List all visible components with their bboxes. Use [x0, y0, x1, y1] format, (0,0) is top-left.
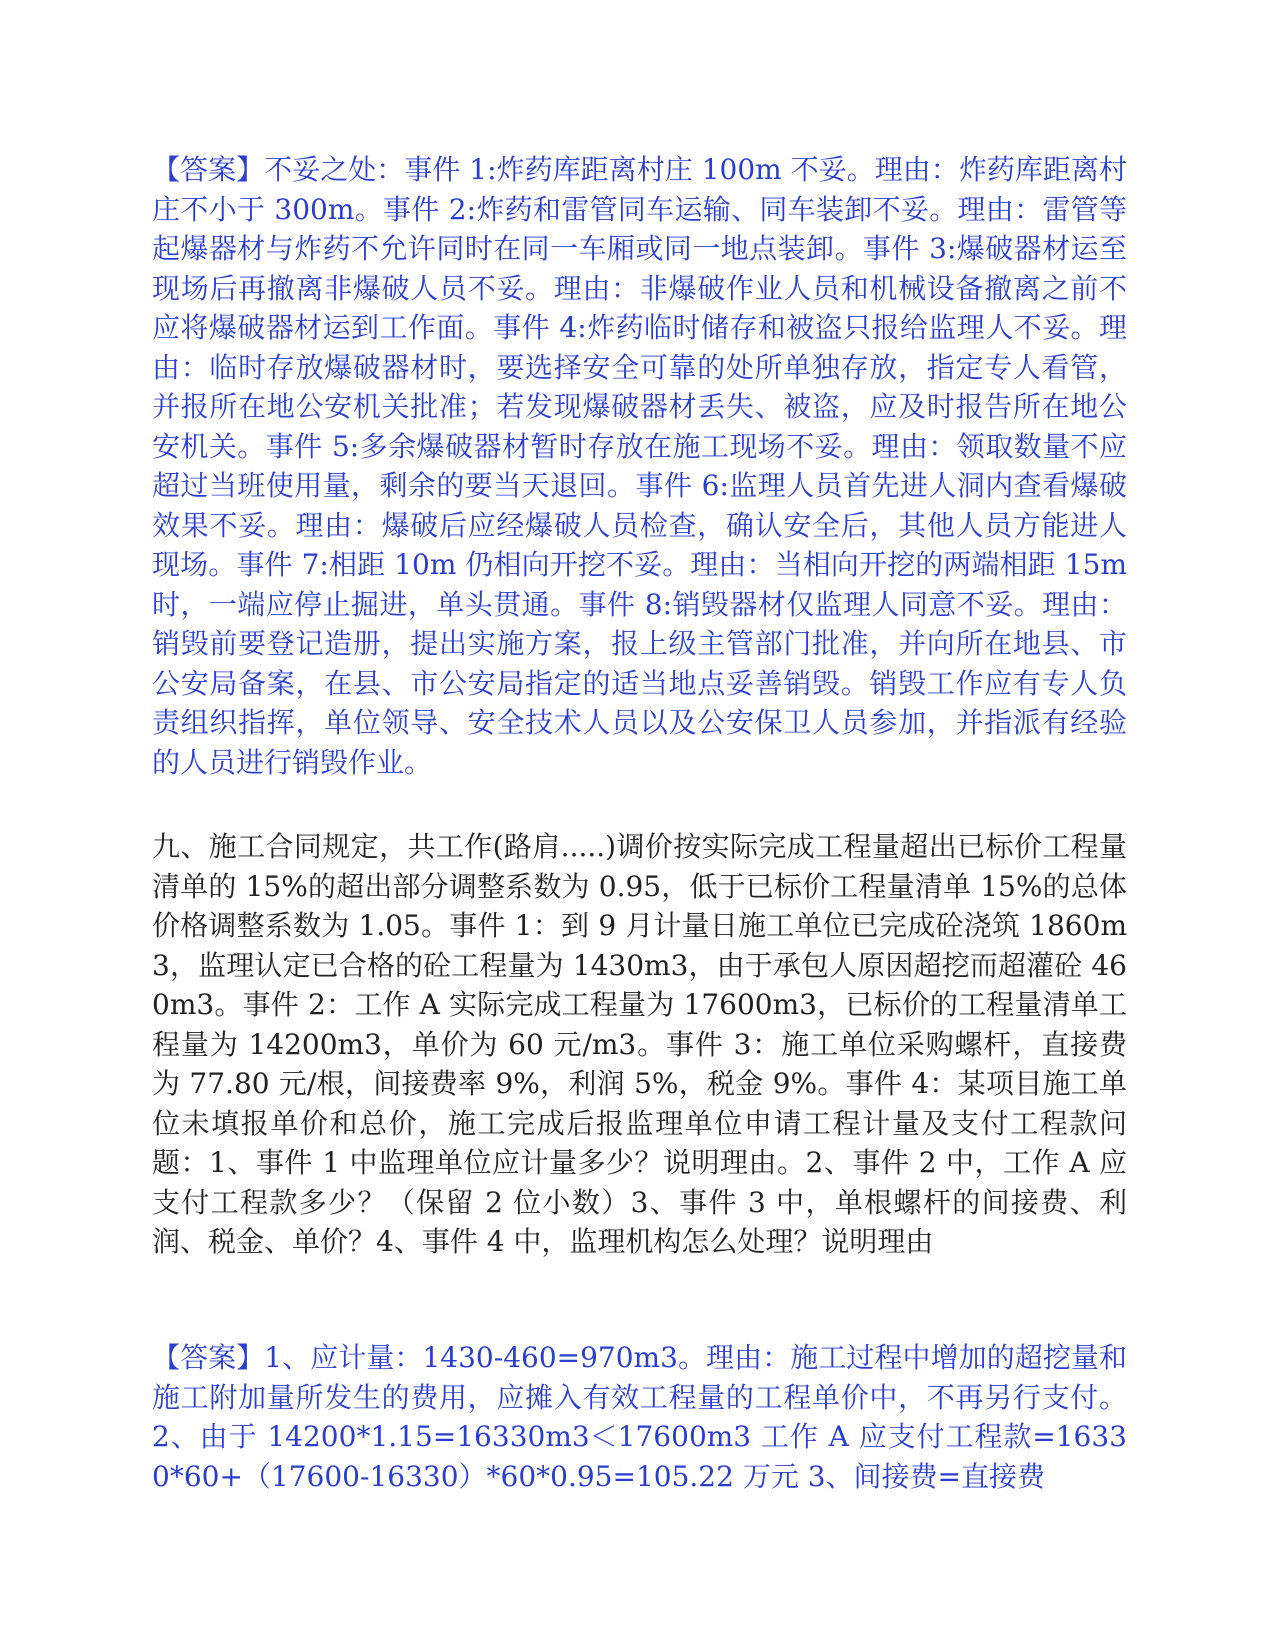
- answer-paragraph-1: 【答案】不妥之处：事件 1:炸药库距离村庄 100m 不妥。理由：炸药库距离村庄不小于 300m。事件 2:炸药和雷管同车运输、同车装卸不妥。理由：雷管等起爆器材与炸药不允许同时在同一车厢或同一地点装卸。事件 3:爆破器材运至现场后再撤离非爆破人员不妥。理由：非爆破作业人员和机械设备撤离之前不应将爆破器材运到工作面。事件 4:炸药临时储存和被盗只报给监理人不妥。理由：临时存放爆破器材时，要选择安全可靠的处所单独存放，指定专人看管，并报所在地公安机关批准；若发现爆破器材丢失、被盗，应及时报告所在地公安机关。事件 5:多余爆破器材暂时存放在施工现场不妥。理由：领取数量不应超过当班使用量，剩余的要当天退回。事件 6:监理人员首先进人洞内查看爆破效果不妥。理由：爆破后应经爆破人员检查，确认安全后，其他人员方能进人现场。事件 7:相距 10m 仍相向开挖不妥。理由：当相向开挖的两端相距 15m 时，一端应停止掘进，单头贯通。事件 8:销毁器材仅监理人同意不妥。理由：销毁前要登记造册，提出实施方案，报上级主管部门批准，并向所在地县、市公安局备案，在县、市公安局指定的适当地点妥善销毁。销毁工作应有专人负责组织指挥，单位领导、安全技术人员以及公安保卫人员参加，并指派有经验的人员进行销毁作业。: [152, 153, 1127, 779]
- answer-paragraph-2: 【答案】1、应计量：1430-460=970m3。理由：施工过程中增加的超挖量和施工附加量所发生的费用，应摊入有效工程量的工程单价中，不再另行支付。2、由于 14200*1.15=16330m3＜17600m3 工作 A 应支付工程款=16330*60+（17600-16330）*60*0.95=105.22 万元 3、间接费=直接费: [152, 1341, 1127, 1493]
- question-9-paragraph: 九、施工合同规定，共工作(路肩.....)调价按实际完成工程量超出已标价工程量清单的 15%的超出部分调整系数为 0.95，低于已标价工程量清单 15%的总体价格调整系数为 1.05。事件 1：到 9 月计量日施工单位已完成砼浇筑 1860m3，监理认定已合格的砼工程量为 1430m3，由于承包人原因超挖而超灌砼 460m3。事件 2：工作 A 实际完成工程量为 17600m3，已标价的工程量清单工程量为 14200m3，单价为 60 元/m3。事件 3：施工单位采购螺杆，直接费为 77.80 元/根，间接费率 9%，利润 5%，税金 9%。事件 4：某项目施工单位未填报单价和总价，施工完成后报监理单位申请工程计量及支付工程款问题：1、事件 1 中监理单位应计量多少？说明理由。2、事件 2 中，工作 A 应支付工程款多少？（保留 2 位小数）3、事件 3 中，单根螺杆的间接费、利润、税金、单价？4、事件 4 中，监理机构怎么处理？说明理由: [152, 830, 1127, 1258]
